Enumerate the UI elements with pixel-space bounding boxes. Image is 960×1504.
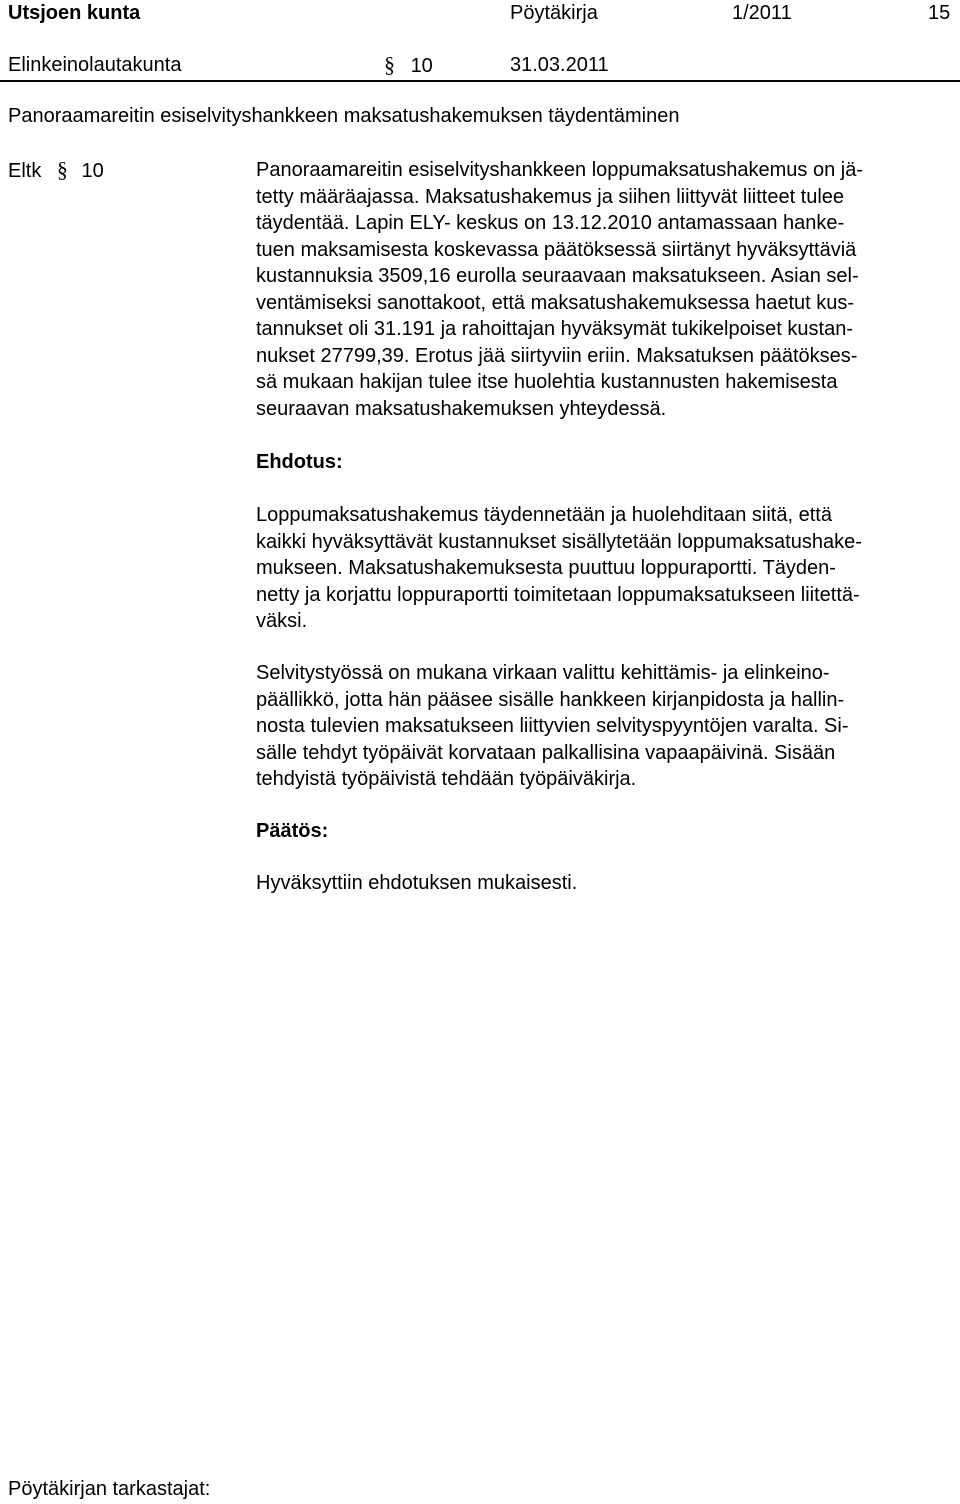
text-line: netty ja korjattu loppuraportti toimitetaan loppumaksatukseen liitettä-	[256, 583, 860, 606]
text-line: mukseen. Maksatushakemuksesta puuttuu loppuraportti. Täyden-	[256, 557, 836, 579]
text-line: päällikkö, jotta hän pääsee sisälle hankkeen kirjanpidosta ja hallin-	[256, 688, 845, 711]
page-title: Panoraamareitin esiselvityshankkeen maksatushakemuksen täydentäminen	[8, 105, 680, 127]
text-line: Panoraamareitin esiselvityshankkeen loppumaksatushakemus on jä-	[256, 159, 863, 181]
text-line: tannukset oli 31.191 ja rahoittajan hyväksymät tukikelpoiset kustan-	[256, 318, 854, 340]
section-sign: §	[56, 157, 68, 182]
text-line: seuraavan maksatushakemuksen yhteydessä.	[256, 397, 667, 420]
body-name: Eltk	[8, 160, 42, 182]
proposal-paragraph-2	[256, 660, 956, 793]
section-number: 10	[81, 160, 104, 182]
text-line: nukset 27799,39. Erotus jää siirtyviin eriin. Maksatuksen päätökses-	[256, 344, 858, 367]
page-number: 15	[928, 2, 951, 24]
text-line: ventämiseksi sanottakoot, että maksatushakemuksessa haetut kus-	[256, 291, 855, 314]
meeting-date: 31.03.2011	[510, 54, 609, 76]
document-number: 1/2011	[732, 2, 792, 24]
section-reference	[384, 52, 433, 78]
municipality-name: Utsjoen kunta	[8, 2, 141, 24]
text-line: väksi.	[256, 610, 308, 632]
text-line: täydentää. Lapin ELY- keskus on 13.12.2010 antamassaan hanke-	[256, 212, 845, 234]
document-type: Pöytäkirja	[510, 2, 598, 24]
text-line: tetty määräajassa. Maksatushakemus ja siihen liittyvät liitteet tulee	[256, 185, 845, 208]
background-paragraph	[256, 157, 956, 422]
text-line: tuen maksamisesta koskevassa päätöksessä siirtänyt hyväksyttäviä	[256, 238, 857, 261]
text-line: sä mukaan hakijan tulee itse huolehtia kustannusten hakemisesta	[256, 371, 838, 393]
text-line: kaikki hyväksyttävät kustannukset sisällytetään loppumaksatushake-	[256, 530, 862, 553]
text-line: nosta tulevien maksatukseen liittyvien selvityspyyntöjen varalta. Si-	[256, 715, 849, 737]
text-line: sälle tehdyt työpäivät korvataan palkallisina vapaapäivinä. Sisään	[256, 741, 836, 764]
decision-heading: Päätös:	[256, 820, 329, 842]
text-line: Selvitystyössä on mukana virkaan valittu kehittämis- ja elinkeino-	[256, 662, 830, 684]
committee-name: Elinkeinolautakunta	[8, 54, 182, 76]
proposal-paragraph-1	[256, 502, 956, 635]
section-sign: §	[384, 52, 395, 77]
decision-text: Hyväksyttiin ehdotuksen mukaisesti.	[256, 872, 578, 894]
proposal-heading: Ehdotus:	[256, 451, 343, 473]
text-line: Loppumaksatushakemus täydennetään ja huolehditaan siitä, että	[256, 504, 832, 526]
header-divider	[0, 80, 960, 82]
section-number: 10	[410, 55, 433, 77]
text-line: kustannuksia 3509,16 eurolla seuraavaan maksatukseen. Asian sel-	[256, 265, 859, 287]
text-line: tehdyistä työpäivistä tehdään työpäiväkirja.	[256, 768, 637, 790]
body-section-reference	[8, 157, 104, 183]
reviewers-label: Pöytäkirjan tarkastajat:	[8, 1478, 211, 1500]
